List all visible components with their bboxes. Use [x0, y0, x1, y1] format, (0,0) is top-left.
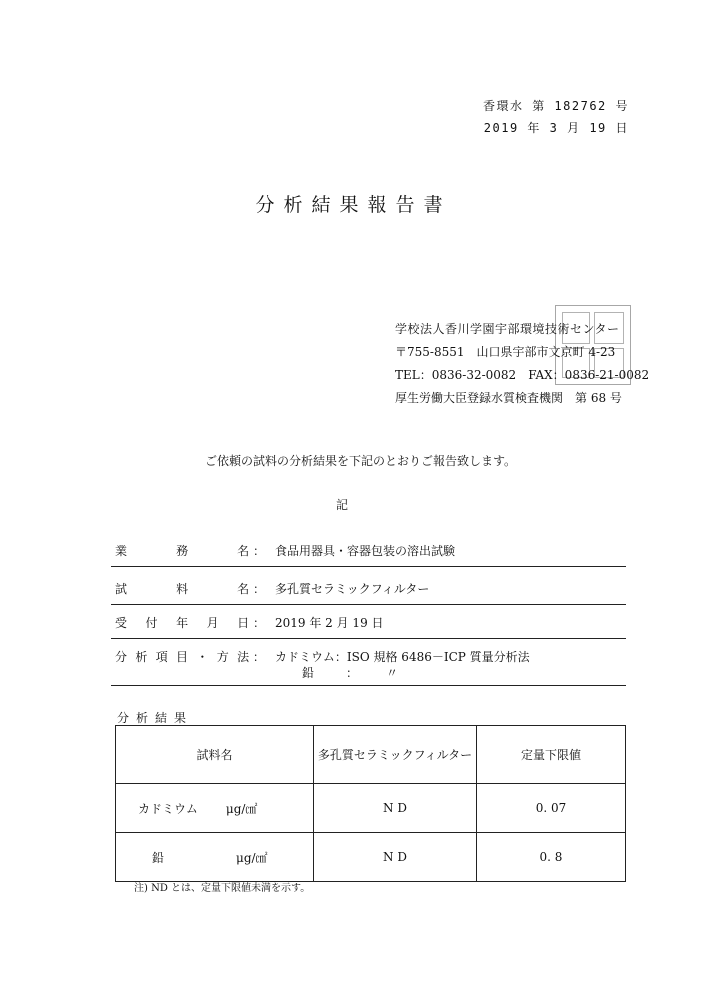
label-char: 目 [176, 650, 189, 664]
issuer-address: 〒755-8551 山口県宇部市文京町 4-23 [395, 345, 616, 359]
label-char: 法 [237, 650, 250, 664]
row-lead-name [116, 833, 314, 882]
ditto-mark: 〃 [386, 666, 399, 680]
label-char: 名 [237, 582, 250, 596]
lead-name: 鉛 [302, 666, 315, 680]
issuer-tel-fax: TEL：0836-32-0082 FAX：0836-21-0082 [395, 368, 650, 382]
field-sample-label [115, 580, 265, 597]
divider [111, 638, 626, 639]
analyte-name: カドミウム [138, 801, 198, 816]
analyte-name: 鉛 [152, 850, 165, 865]
label-char: 析 [135, 650, 148, 664]
label-char: 務 [176, 544, 189, 558]
results-section-label: 分析結果 [117, 711, 194, 725]
label-char: 月 [206, 616, 219, 630]
field-received-value: 2019 年 2 月 19 日 [275, 616, 384, 630]
row-lead-result: N D [314, 833, 477, 882]
header-product: 多孔質セラミックフィルター [314, 726, 477, 784]
label-char: 業 [115, 544, 128, 558]
issuer-organization: 学校法人香川学園宇部環境技術センター [395, 322, 620, 336]
document-date: 2019 年 3 月 19 日 [483, 121, 629, 135]
label-char: 付 [145, 616, 158, 630]
analyte-unit: μg/㎠ [225, 801, 258, 816]
table-header-row [116, 726, 626, 784]
intro-text: ご依頼の試料の分析結果を下記のとおりご報告致します。 [205, 454, 517, 468]
label-colon: ： [252, 582, 265, 596]
label-colon: ： [252, 650, 265, 664]
label-char: 方 [216, 650, 229, 664]
label-colon: ： [252, 544, 265, 558]
label-char: 分 [115, 650, 128, 664]
analyte-unit: μg/㎠ [236, 850, 268, 865]
lead-colon: ： [346, 666, 359, 680]
document-number: 香環水 第 182762 号 [482, 99, 629, 113]
label-char: ・ [196, 650, 209, 664]
field-sample-value: 多孔質セラミックフィルター [275, 582, 430, 596]
header-quantitation-limit: 定量下限値 [477, 726, 626, 784]
label-char: 受 [115, 616, 128, 630]
row-cadmium-result: N D [314, 784, 477, 833]
ki-marker: 記 [336, 498, 349, 512]
label-char: 年 [176, 616, 189, 630]
field-business-value: 食品用器具・容器包装の溶出試験 [275, 544, 456, 558]
label-char: 項 [155, 650, 168, 664]
header-sample-name: 試料名 [116, 726, 314, 784]
divider [111, 566, 626, 567]
divider [111, 604, 626, 605]
field-business-label [115, 542, 265, 559]
table-row [116, 833, 626, 882]
issuer-registration: 厚生労働大臣登録水質検査機関 第 68 号 [395, 391, 622, 405]
label-char: 日 [237, 616, 250, 630]
label-char: 試 [115, 582, 128, 596]
field-received-label [115, 614, 265, 631]
results-table [115, 725, 626, 882]
label-colon: ： [252, 616, 265, 630]
row-cadmium-limit: 0. 07 [477, 784, 626, 833]
document-title: 分析結果報告書 [255, 194, 452, 216]
field-items-value-line2 [302, 664, 398, 681]
label-char: 料 [176, 582, 189, 596]
divider [111, 685, 626, 686]
field-items-value-line1: カドミウム：ISO 規格 6486－ICP 質量分析法 [275, 650, 530, 664]
table-row [116, 784, 626, 833]
row-lead-limit: 0. 8 [477, 833, 626, 882]
field-items-label [115, 648, 265, 665]
row-cadmium-name [116, 784, 314, 833]
footnote: 注) ND とは、定量下限値未満を示す。 [134, 883, 311, 894]
label-char: 名 [237, 544, 250, 558]
